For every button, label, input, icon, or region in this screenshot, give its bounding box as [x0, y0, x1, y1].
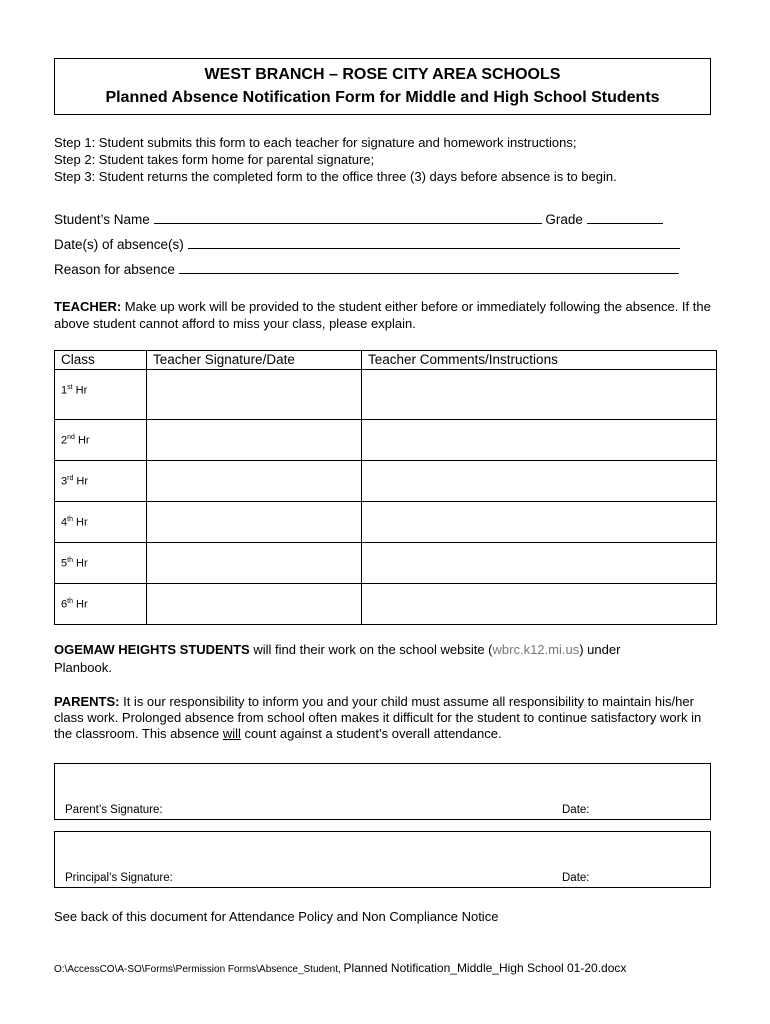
school-website-link[interactable]: wbrc.k12.mi.us [492, 642, 580, 657]
reason-label: Reason for absence [54, 262, 175, 277]
grade-label: Grade [545, 212, 583, 227]
class-cell: 5th Hr [55, 543, 147, 584]
teacher-note-text: Make up work will be provided to the student either before or immediately following the absence. If the above student cannot afford to miss your class, please explain. [54, 299, 711, 331]
teacher-signature-cell[interactable] [147, 584, 362, 625]
table-row [55, 370, 717, 420]
teacher-signature-cell[interactable] [147, 461, 362, 502]
teacher-comments-cell[interactable] [362, 370, 717, 420]
ogemaw-note: OGEMAW HEIGHTS STUDENTS will find their work on the school website (wbrc.k12.mi.us) under Planbook. [54, 642, 621, 675]
step-3: Step 3: Student returns the completed form to the office three (3) days before absence is to begin. [54, 169, 617, 184]
teacher-comments-cell[interactable] [362, 502, 717, 543]
class-cell: 3rd Hr [55, 461, 147, 502]
principal-date-label: Date: [562, 872, 590, 884]
principal-signature-box[interactable] [54, 831, 711, 888]
reason-field[interactable] [179, 262, 679, 274]
grade-field[interactable] [587, 212, 663, 224]
step-2: Step 2: Student takes form home for parental signature; [54, 152, 375, 167]
class-cell: 2nd Hr [55, 420, 147, 461]
teacher-signature-cell[interactable] [147, 420, 362, 461]
file-path-footer [54, 961, 626, 975]
col-header-comments: Teacher Comments/Instructions [362, 351, 717, 370]
teacher-comments-cell[interactable] [362, 584, 717, 625]
reason-row [54, 262, 679, 277]
dates-label: Date(s) of absence(s) [54, 237, 184, 252]
principal-signature-label: Principal’s Signature: [65, 872, 173, 884]
dates-row [54, 237, 680, 252]
form-title: Planned Absence Notification Form for Middle and High School Students [105, 89, 660, 106]
ogemaw-label: OGEMAW HEIGHTS STUDENTS [54, 642, 250, 657]
table-row [55, 461, 717, 502]
class-cell: 6th Hr [55, 584, 147, 625]
teacher-signature-cell[interactable] [147, 502, 362, 543]
footer-filename: Planned Notification_Middle_High School 01-20.docx [343, 961, 627, 975]
step-1: Step 1: Student submits this form to each teacher for signature and homework instructions; [54, 135, 577, 150]
table-row [55, 543, 717, 584]
table-header-row [55, 351, 717, 370]
student-name-field[interactable] [154, 212, 542, 224]
parents-note: PARENTS: It is our responsibility to inform you and your child must assume all responsibility to maintain his/her class work. Prolonged absence from school often makes it difficult for the student to continue satisfactory work in the classroom. This absence will count against a student’s overall attendance. [54, 694, 702, 741]
class-cell: 1st Hr [55, 370, 147, 420]
teacher-comments-cell[interactable] [362, 543, 717, 584]
form-header [54, 58, 711, 115]
class-cell: 4th Hr [55, 502, 147, 543]
table-row [55, 584, 717, 625]
dates-field[interactable] [188, 237, 680, 249]
parents-label: PARENTS: [54, 694, 120, 709]
teacher-note-label: TEACHER: [54, 299, 122, 314]
teacher-signature-cell[interactable] [147, 370, 362, 420]
col-header-class: Class [55, 351, 147, 370]
teacher-comments-cell[interactable] [362, 461, 717, 502]
parent-date-label: Date: [562, 804, 590, 816]
student-name-row [54, 212, 663, 227]
class-schedule-table [54, 350, 717, 625]
teacher-signature-cell[interactable] [147, 543, 362, 584]
table-row [55, 502, 717, 543]
parent-signature-box[interactable] [54, 763, 711, 820]
student-name-label: Student’s Name [54, 212, 150, 227]
footer-path: O:\AccessCO\A-SO\Forms\Permission Forms\Absence_Student, [54, 964, 344, 975]
see-back-note: See back of this document for Attendance Policy and Non Compliance Notice [54, 909, 499, 924]
school-title: WEST BRANCH – ROSE CITY AREA SCHOOLS [204, 66, 561, 83]
teacher-comments-cell[interactable] [362, 420, 717, 461]
parent-signature-label: Parent’s Signature: [65, 804, 163, 816]
teacher-note [54, 298, 714, 332]
table-row [55, 420, 717, 461]
col-header-signature: Teacher Signature/Date [147, 351, 362, 370]
